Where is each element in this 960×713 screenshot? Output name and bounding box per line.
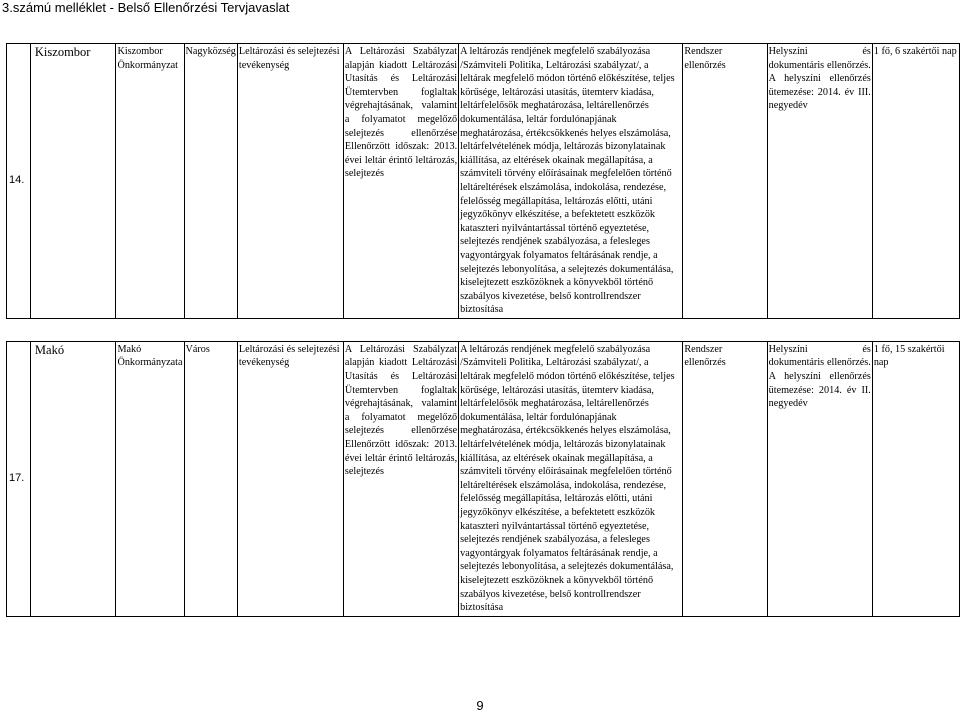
- audit-type: Rendszer ellenőrzés: [683, 44, 767, 319]
- settlement-type: Nagyközség: [184, 44, 237, 319]
- table-gap: [7, 318, 960, 341]
- row-number: 17.: [7, 341, 31, 616]
- audit-resources: 1 fő, 15 szakértői nap: [872, 341, 959, 616]
- audit-basis: A Leltározási Szabályzat alapján kiadott Leltározási Utasítás és Leltározási Ütemtervben foglaltak végrehajtásának, valamint a folyamatot megelőző selejtezés ellenőrzése Ellenőrzött időszak: 2013. évei leltár érintő leltározás, selejtezés: [343, 341, 458, 616]
- audit-subject: Leltározási és selejtezési tevékenység: [237, 44, 343, 319]
- entity-name: Kiszombor Önkormányzat: [116, 44, 184, 319]
- town-name: Makó: [30, 341, 116, 616]
- row-number: 14.: [7, 44, 31, 319]
- audit-subject: Leltározási és selejtezési tevékenység: [237, 341, 343, 616]
- entity-name: Makó Önkormányzata: [116, 341, 184, 616]
- town-name: Kiszombor: [30, 44, 116, 319]
- audit-plan-table: [6, 43, 960, 617]
- settlement-type: Város: [184, 341, 237, 616]
- table-row: [7, 341, 960, 616]
- audit-method: Helyszíni és dokumentáris ellenőrzés. A helyszíni ellenőrzés ütemezése: 2014. év III. negyedév: [767, 44, 872, 319]
- audit-method: Helyszíni és dokumentáris ellenőrzés. A helyszíni ellenőrzés ütemezése: 2014. év II. negyedév: [767, 341, 872, 616]
- audit-type: Rendszer ellenőrzés: [683, 341, 767, 616]
- audit-resources: 1 fő, 6 szakértői nap: [872, 44, 959, 319]
- audit-goals: A leltározás rendjének megfelelő szabályozása /Számviteli Politika, Leltározási szabályzat/, a leltárak megfelelő módon történő előkészítése, teljes körűsége, leltározási utasítás, ütemterv kiadása, leltárfelelősök meghatározása, leltárellenőrzés dokumentálása, leltár fordulónapjának meghatározása, értékcsökkenés helyes elszámolása, leltárfelvételének módja, leltározás bizonylatainak kiállítása, az eltérések okainak megállapítása, a számviteli törvény előírásainak megfelelően történő leltáreltérések elszámolása, indokolása, rendezése, felelősség megállapítása, leltározás előtti, utáni jegyzőkönyv elkészítése, a befektetett eszközök kataszteri nyilvántartással történő egyeztetése, selejtezés rendjének szabályozása, a felesleges vagyontárgyak folyamatos feltárásának rendje, a selejtezés lebonyolítása, a selejtezés dokumentálása, kiselejtezett eszközöknek a könyvekből történő szabályos kivezetése, belső kontrollrendszer biztosítása: [459, 44, 683, 319]
- table-row: [7, 44, 960, 319]
- page-header: 3.számú melléklet - Belső Ellenőrzési Tervjavaslat: [2, 0, 290, 15]
- audit-goals: A leltározás rendjének megfelelő szabályozása /Számviteli Politika, Leltározási szabályzat/, a leltárak megfelelő módon történő előkészítése, teljes körűsége, leltározási utasítás, ütemterv kiadása, leltárfelelősök meghatározása, leltárellenőrzés dokumentálása, leltár fordulónapjának meghatározása, értékcsökkenés helyes elszámolása, leltárfelvételének módja, leltározás bizonylatainak kiállítása, az eltérések okainak megállapítása, a számviteli törvény előírásainak megfelelően történő leltáreltérések elszámolása, indokolása, rendezése, felelősség megállapítása, leltározás előtti, utáni jegyzőkönyv elkészítése, a befektetett eszközök kataszteri nyilvántartással történő egyeztetése, selejtezés rendjének szabályozása, a felesleges vagyontárgyak folyamatos feltárásának rendje, a selejtezés lebonyolítása, a selejtezés dokumentálása, kiselejtezett eszközöknek a könyvekből történő szabályos kivezetése, belső kontrollrendszer biztosítása: [459, 341, 683, 616]
- audit-basis: A Leltározási Szabályzat alapján kiadott Leltározási Utasítás és Leltározási Ütemtervben foglaltak végrehajtásának, valamint a folyamatot megelőző selejtezés ellenőrzése Ellenőrzött időszak: 2013. évei leltár érintő leltározás, selejtezés: [343, 44, 458, 319]
- page-number: 9: [476, 698, 484, 713]
